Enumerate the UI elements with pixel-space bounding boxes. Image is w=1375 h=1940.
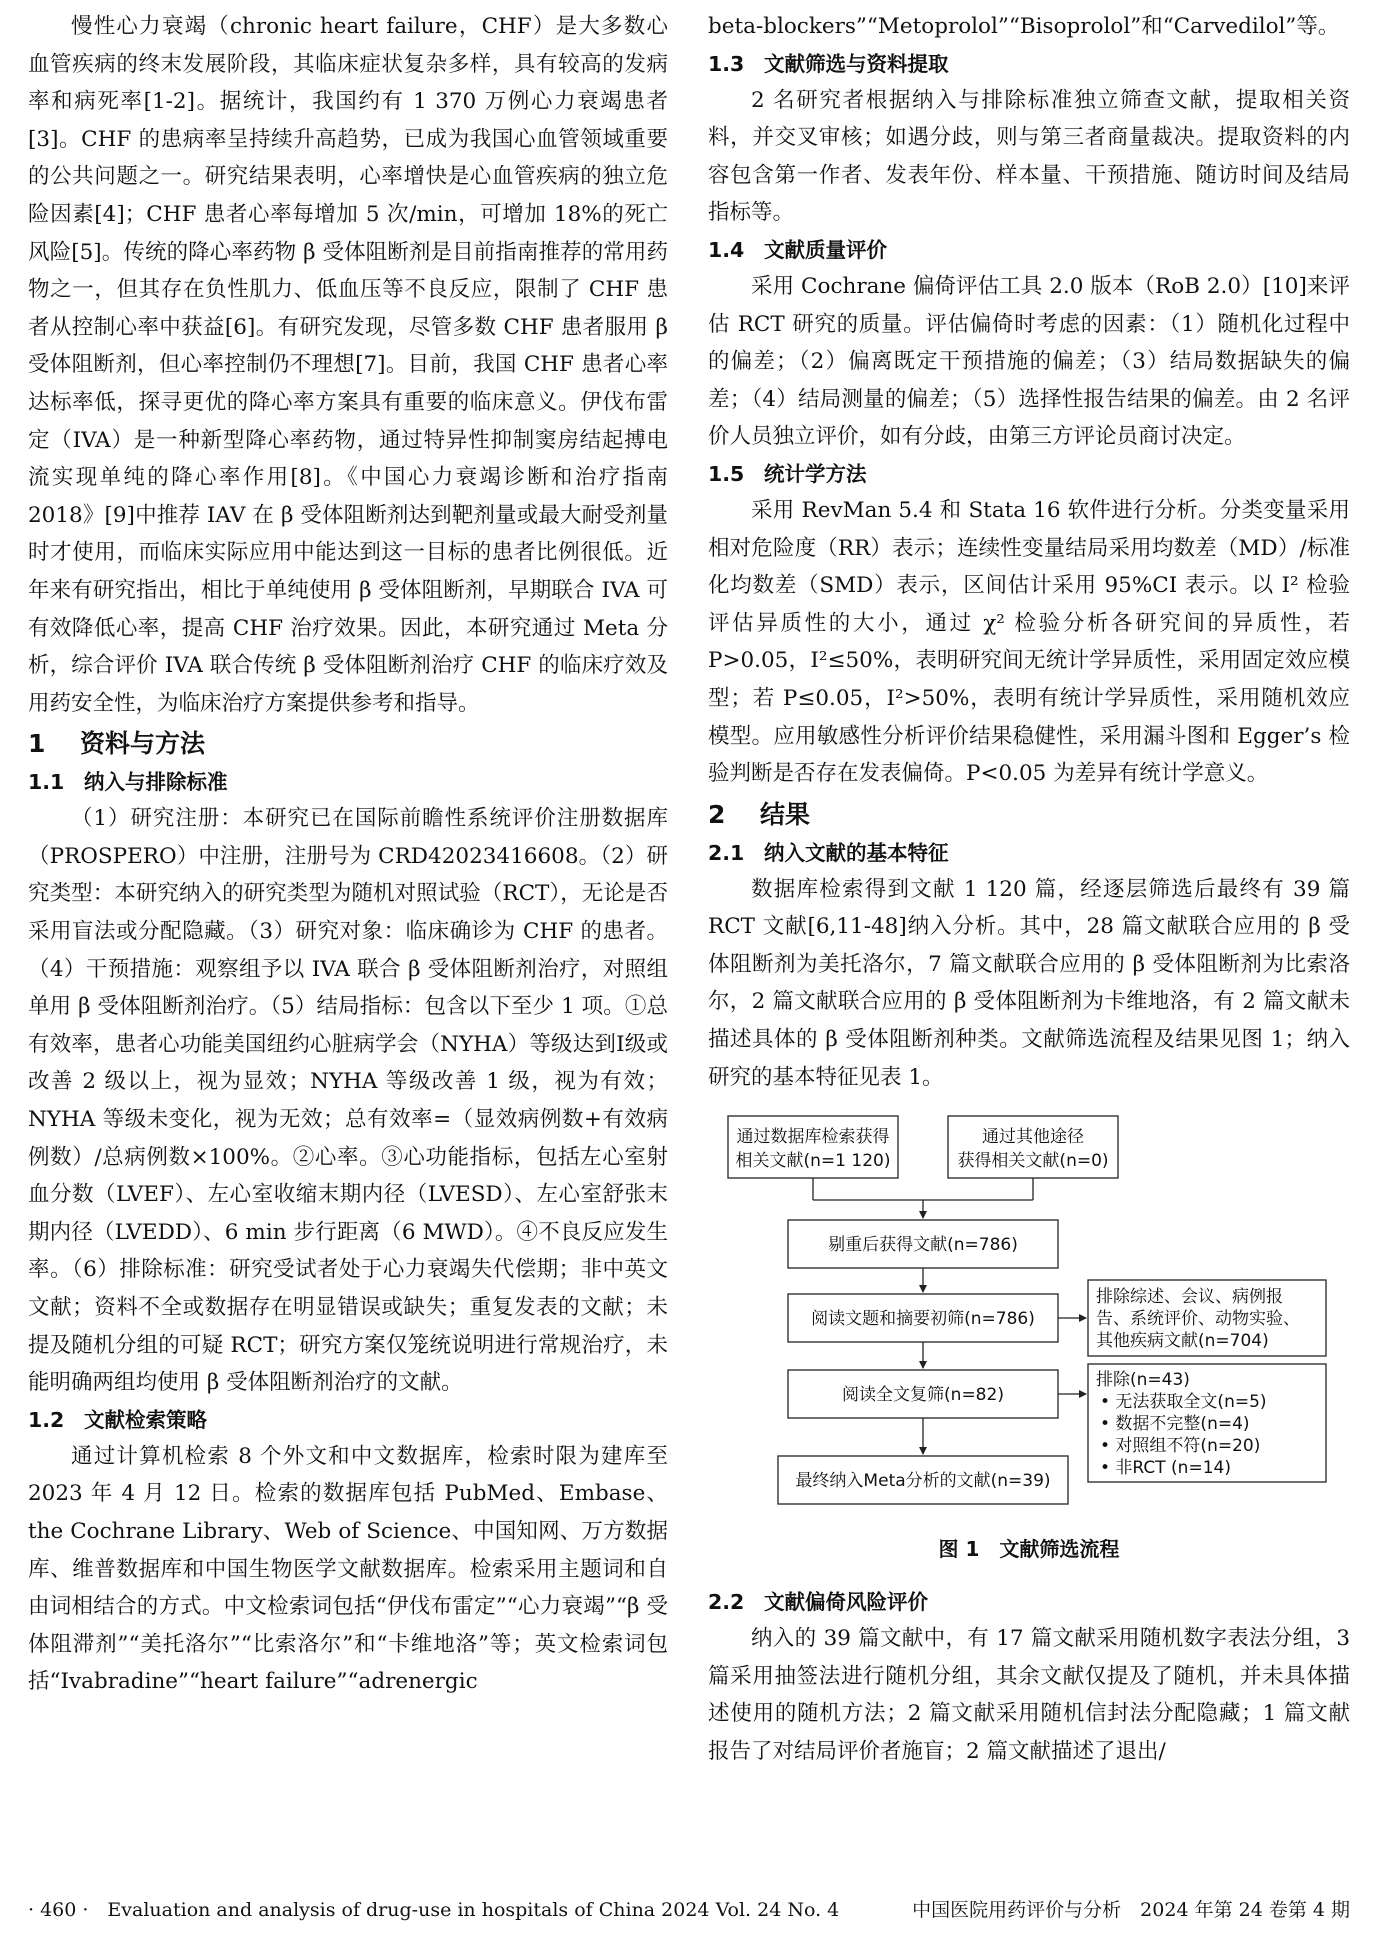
section-1-title: 资料与方法 — [80, 729, 206, 759]
subsection-1-2-heading — [28, 1402, 668, 1438]
subsection-1-2-number: 1.2 — [28, 1407, 65, 1432]
subsection-2-1-number: 2.1 — [708, 840, 745, 865]
subsection-2-1-heading — [708, 835, 1350, 871]
right-column — [708, 8, 1350, 1771]
subsection-1-3-number: 1.3 — [708, 51, 745, 76]
footer-right: 中国医院用药评价与分析 2024 年第 24 卷第 4 期 — [912, 1899, 1350, 1921]
subsection-1-4-number: 1.4 — [708, 237, 745, 262]
intro-paragraph: 慢性心力衰竭（chronic heart failure，CHF）是大多数心血管疾病的终末发展阶段，其临床症状复杂多样，具有较高的发病率和病死率[1-2]。据统计，我国约有 1 370 万例心力衰竭患者[3]。CHF 的患病率呈持续升高趋势，已成为我国心血管领域重要的公共问题之一。研究结果表明，心率增快是心血管疾病的独立危险因素[4]；CHF 患者心率每增加 5 次/min，可增加 18%的死亡风险[5]。传统的降心率药物 β 受体阻断剂是目前指南推荐的常用药物之一，但其存在负性肌力、低血压等不良反应，限制了 CHF 患者从控制心率中获益[6]。有研究发现，尽管多数 CHF 患者服用 β 受体阻断剂，但心率控制仍不理想[7]。目前，我国 CHF 患者心率达标率低，探寻更优的降心率方案具有重要的临床意义。伊伐布雷定（IVA）是一种新型降心率药物，通过特异性抑制窦房结起搏电流实现单纯的降心率作用[8]。《中国心力衰竭诊断和治疗指南 2018》[9]中推荐 IAV 在 β 受体阻断剂达到靶剂量或最大耐受剂量时才使用，而临床实际应用中能达到这一目标的患者比例很低。近年来有研究指出，相比于单纯使用 β 受体阻断剂，早期联合 IVA 可有效降低心率，提高 CHF 治疗效果。因此，本研究通过 Meta 分析，综合评价 IVA 联合传统 β 受体阻断剂治疗 CHF 的临床疗效及用药安全性，为临床治疗方案提供参考和指导。 — [28, 14, 668, 716]
section-1-heading — [28, 724, 668, 764]
subsection-2-2-number: 2.2 — [708, 1590, 745, 1615]
box-title-abstract-screen-label: 阅读文题和摘要初筛(n=786) — [811, 1309, 1035, 1330]
subsection-1-1-title: 纳入与排除标准 — [84, 770, 228, 795]
box-dedup-label: 剔重后获得文献(n=786) — [828, 1235, 1018, 1256]
box-fulltext-screen-label: 阅读全文复筛(n=82) — [842, 1385, 1004, 1406]
section-2-heading — [708, 795, 1350, 835]
subsection-2-1-title: 纳入文献的基本特征 — [764, 840, 949, 865]
continued-paragraph: beta-blockers”“Metoprolol”“Bisoprolol”和“Carvedilol”等。 — [708, 14, 1340, 39]
subsection-2-2-heading — [708, 1584, 1350, 1620]
box-final-included-label: 最终纳入Meta分析的文献(n=39) — [795, 1471, 1051, 1492]
footer-left: · 460 · Evaluation and analysis of drug-use in hospitals of China 2024 Vol. 24 No. 4 — [28, 1899, 840, 1921]
left-column — [28, 8, 668, 1701]
subsection-1-3-heading — [708, 46, 1350, 82]
flowchart-svg — [708, 1102, 1350, 1532]
exclusion-item: • 无法获取全文(n=5) — [1100, 1392, 1267, 1413]
subsection-2-2-paragraph: 纳入的 39 篇文献中，有 17 篇文献采用随机数字表法分组，3 篇采用抽签法进行随机分组，其余文献仅提及了随机，并未具体描述使用的随机方法；2 篇文献采用随机信封法分配隐藏；1 篇文献报告了对结局评价者施盲；2 篇文献描述了退出/ — [708, 1626, 1350, 1765]
subsection-1-1-number: 1.1 — [28, 770, 65, 795]
box-other-sources-line2: 获得相关文献(n=0) — [957, 1151, 1109, 1172]
subsection-1-5-title: 统计学方法 — [764, 461, 867, 486]
subsection-1-4-paragraph: 采用 Cochrane 偏倚评估工具 2.0 版本（RoB 2.0）[10]来评估 RCT 研究的质量。评估偏倚时考虑的因素：（1）随机化过程中的偏差；（2）偏离既定干预措施的偏差；（3）结局数据缺失的偏差；（4）结局测量的偏差；（5）选择性报告结果的偏差。由 2 名评价人员独立评价，如有分歧，由第三方评论员商讨决定。 — [708, 273, 1350, 450]
exclusion-item: • 数据不完整(n=4) — [1100, 1414, 1250, 1435]
box-exclusion-1-line2: 告、系统评价、动物实验、 — [1096, 1309, 1300, 1330]
subsection-1-5-number: 1.5 — [708, 461, 745, 486]
box-exclusion-1-line3: 其他疾病文献(n=704) — [1096, 1331, 1269, 1352]
subsection-1-2-title: 文献检索策略 — [84, 1407, 207, 1432]
subsection-2-2-title: 文献偏倚风险评价 — [764, 1590, 928, 1615]
box-database-search-line2: 相关文献(n=1 120) — [735, 1151, 891, 1172]
exclusion-item: • 非RCT (n=14) — [1100, 1458, 1231, 1479]
subsection-1-4-heading — [708, 232, 1350, 268]
subsection-1-3-paragraph: 2 名研究者根据纳入与排除标准独立筛查文献，提取相关资料，并交叉审核；如遇分歧，则与第三者商量裁决。提取资料的内容包含第一作者、发表年份、样本量、干预措施、随访时间及结局指标等。 — [708, 87, 1350, 226]
figure-1-caption: 图 1 文献筛选流程 — [938, 1537, 1120, 1562]
subsection-1-4-title: 文献质量评价 — [764, 237, 887, 262]
box-database-search-line1: 通过数据库检索获得 — [736, 1127, 890, 1148]
subsection-1-5-paragraph: 采用 RevMan 5.4 和 Stata 16 软件进行分析。分类变量采用相对危险度（RR）表示；连续性变量结局采用均数差（MD）/标准化均数差（SMD）表示，区间估计采用 95%CI 表示。以 I² 检验评估异质性的大小，通过 χ² 检验分析各研究间的异质性，若 P>0.05，I²≤50%，表明研究间无统计学异质性，采用固定效应模型；若 P≤0.05，I²>50%，表明有统计学异质性，采用随机效应模型。应用敏感性分析评价结果稳健性，采用漏斗图和 Egger’s 检验判断是否存在发表偏倚。P<0.05 为差异有统计学意义。 — [708, 497, 1350, 787]
subsection-1-1-heading — [28, 764, 668, 800]
subsection-1-1-paragraph: （1）研究注册：本研究已在国际前瞻性系统评价注册数据库（PROSPERO）中注册，注册号为 CRD42023416608。（2）研究类型：本研究纳入的研究类型为随机对照试验（RCT），无论是否采用盲法或分配隐藏。（3）研究对象：临床确诊为 CHF 的患者。（4）干预措施：观察组予以 IVA 联合 β 受体阻断剂治疗，对照组单用 β 受体阻断剂治疗。（5）结局指标：包含以下至少 1 项。①总有效率，患者心功能美国纽约心脏病学会（NYHA）等级达到Ⅰ级或改善 2 级以上，视为显效；NYHA 等级改善 1 级，视为有效；NYHA 等级未变化，视为无效；总有效率=（显效病例数+有效病例数）/总病例数×100%。②心率。③心功能指标，包括左心室射血分数（LVEF）、左心室收缩末期内径（LVESD）、左心室舒张末期内径（LVEDD）、6 min 步行距离（6 MWD）。④不良反应发生率。（6）排除标准：研究受试者处于心力衰竭失代偿期；非中英文文献；资料不全或数据存在明显错误或缺失；重复发表的文献；未提及随机分组的可疑 RCT；研究方案仅笼统说明进行常规治疗，未能明确两组均使用 β 受体阻断剂治疗的文献。 — [28, 806, 668, 1396]
box-other-sources-line1: 通过其他途径 — [982, 1127, 1084, 1148]
box-exclusion-1-line1: 排除综述、会议、病例报 — [1096, 1287, 1283, 1308]
section-2-title: 结果 — [760, 799, 811, 829]
exclusion-item: • 对照组不符(n=20) — [1100, 1436, 1261, 1457]
section-1-number: 1 — [28, 729, 46, 759]
subsection-1-5-heading — [708, 456, 1350, 492]
section-2-number: 2 — [708, 799, 726, 829]
subsection-2-1-paragraph: 数据库检索得到文献 1 120 篇，经逐层筛选后最终有 39 篇 RCT 文献[6,11-48]纳入分析。其中，28 篇文献联合应用的 β 受体阻断剂为美托洛尔，7 篇文献联合应用的 β 受体阻断剂为比索洛尔，2 篇文献联合应用的 β 受体阻断剂为卡维地洛，有 2 篇文献未描述具体的 β 受体阻断剂种类。文献筛选流程及结果见图 1；纳入研究的基本特征见表 1。 — [708, 876, 1350, 1090]
subsection-1-3-title: 文献筛选与资料提取 — [764, 51, 949, 76]
box-exclusion-2-title: 排除(n=43) — [1096, 1370, 1190, 1391]
subsection-1-2-paragraph: 通过计算机检索 8 个外文和中文数据库，检索时限为建库至 2023 年 4 月 12 日。检索的数据库包括 PubMed、Embase、the Cochrane Library、Web of Science、中国知网、万方数据库、维普数据库和中国生物医学文献数据库。检索采用主题词和自由词相结合的方式。中文检索词包括“伊伐布雷定”“心力衰竭”“β 受体阻滞剂”“美托洛尔”“比索洛尔”和“卡维地洛”等；英文检索词包括“Ivabradine”“heart failure”“adrenergic — [28, 1443, 668, 1695]
flowchart-figure — [708, 1102, 1350, 1532]
